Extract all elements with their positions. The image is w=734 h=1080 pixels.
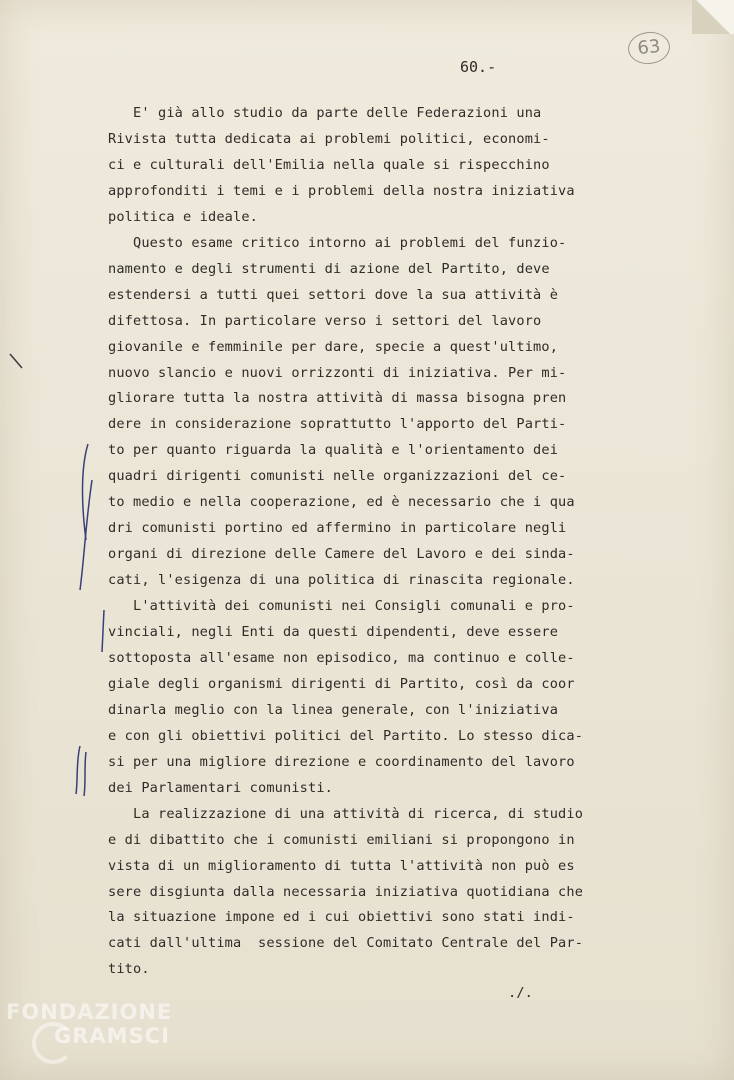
text-line: organi di direzione delle Camere del Lavoro e dei sinda- [108, 546, 575, 563]
text-line: L'attività dei comunisti nei Consigli comunali e pro- [108, 598, 575, 615]
text-line: gliorare tutta la nostra attività di massa bisogna pren [108, 390, 567, 407]
text-line: si per una migliore direzione e coordinamento del lavoro [108, 753, 575, 770]
text-line: cati dall'ultima sessione del Comitato Centrale del Par- [108, 935, 584, 952]
page-number: 60.- [460, 58, 497, 76]
text-line: approfonditi i temi e i problemi della nostra iniziativa [108, 182, 575, 199]
text-line: giale degli organismi dirigenti di Partito, così da coor [108, 675, 575, 692]
text-line: cati, l'esigenza di una politica di rinascita regionale. [108, 572, 575, 589]
text-line: ci e culturali dell'Emilia nella quale si rispecchino [108, 156, 550, 173]
text-line: namento e degli strumenti di azione del Partito, deve [108, 260, 550, 277]
text-line: Rivista tutta dedicata ai problemi politici, economi- [108, 130, 550, 147]
archive-stamp-number: 63 [626, 30, 671, 66]
text-line: La realizzazione di una attività di ricerca, di studio [108, 805, 584, 822]
text-line: tito. [108, 961, 150, 978]
margin-bracket-2 [96, 608, 110, 656]
text-line: dri comunisti portino ed affermino in particolare negli [108, 520, 567, 537]
margin-bracket-1 [74, 440, 96, 600]
text-line: dei Parlamentari comunisti. [108, 779, 334, 796]
watermark-line-1: FONDAZIONE [6, 1000, 173, 1024]
margin-mark-tick [8, 352, 28, 374]
text-line: sottoposta all'esame non episodico, ma continuo e colle- [108, 649, 575, 666]
watermark-logo-ring [32, 1022, 74, 1064]
text-line: giovanile e femminile per dare, specie a quest'ultimo, [108, 338, 559, 355]
text-line: estendersi a tutti quei settori dove la sua attività è [108, 286, 559, 303]
text-line: E' già allo studio da parte delle Federazioni una [108, 105, 542, 121]
text-line: to medio e nella cooperazione, ed è necessario che i qua [108, 494, 575, 511]
page-corner-fold [692, 0, 734, 34]
margin-bracket-3 [70, 742, 94, 800]
text-line: la situazione impone ed i cui obiettivi sono stati indi- [108, 909, 575, 926]
text-line: to per quanto riguarda la qualità e l'orientamento dei [108, 442, 559, 459]
text-line: politica e ideale. [108, 208, 259, 225]
text-line: dinarla meglio con la linea generale, con l'iniziativa [108, 701, 559, 718]
text-line: dere in considerazione soprattutto l'apporto del Parti- [108, 416, 567, 433]
text-line: vista di un miglioramento di tutta l'attività non può es [108, 857, 575, 874]
text-line: sere disgiunta dalla necessaria iniziativa quotidiana che [108, 883, 584, 900]
fondazione-gramsci-watermark [6, 1000, 172, 1048]
text-line: nuovo slancio e nuovi orrizzonti di iniziativa. Per mi- [108, 364, 567, 381]
text-line: e con gli obiettivi politici del Partito. Lo stesso dica- [108, 727, 584, 744]
watermark-line-2: GRAMSCI [54, 1024, 170, 1048]
text-line: e di dibattito che i comunisti emiliani si propongono in [108, 831, 575, 848]
continuation-mark: ./. [508, 985, 534, 1001]
text-line: Questo esame critico intorno ai problemi del funzio- [108, 234, 567, 251]
text-line: vinciali, negli Enti da questi dipendenti, deve essere [108, 624, 559, 640]
text-line: quadri dirigenti comunisti nelle organizzazioni del ce- [108, 468, 567, 485]
text-line: difettosa. In particolare verso i settori del lavoro [108, 312, 542, 329]
